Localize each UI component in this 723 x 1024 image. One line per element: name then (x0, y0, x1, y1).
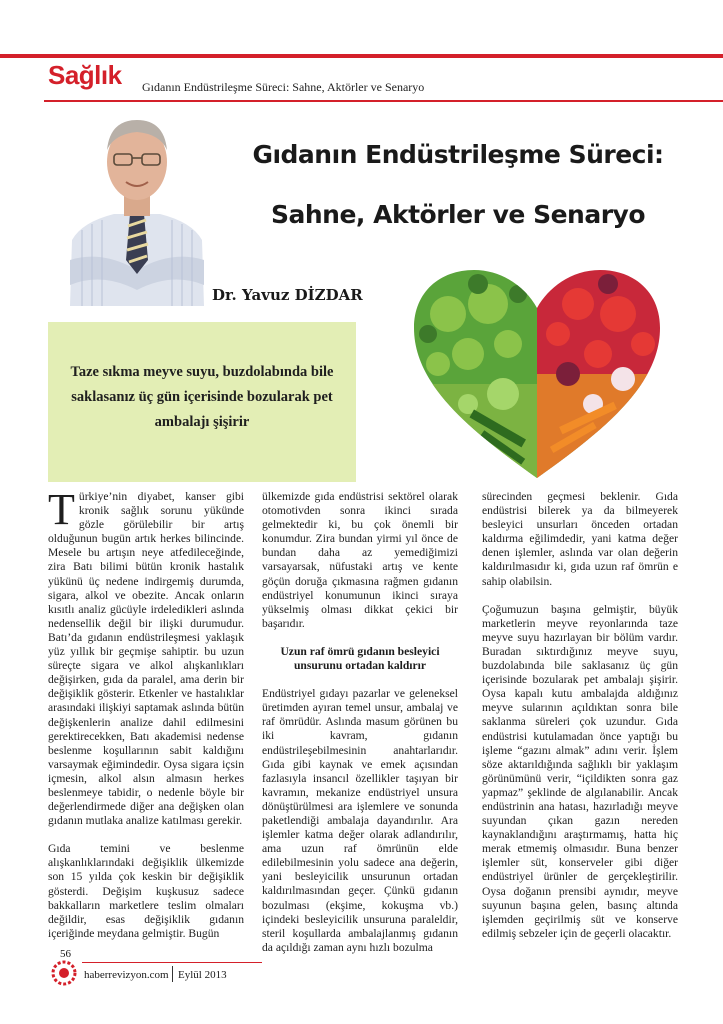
vegetable-heart-image (408, 264, 666, 482)
footer-website: haberrevizyon.com (84, 969, 169, 981)
article-column-2 (262, 490, 458, 969)
paragraph: Gıda temini ve beslenme alışkanlıklarındaki değişiklik ülkemizde son 15 yılda çok keskin bir değişiklik gösterdi. Değişim kuşkusuz sadece bakkalların marketlere teslim olmaları değildir, esas değişiklik gıdanın içeriğinde meydana gelmiştir. Bugün (48, 842, 244, 940)
paragraph: sürecinden geçmesi beklenir. Gıda endüstrisi bilerek ya da bilmeyerek besleyici unsurları önceden ortadan kaldırma eğilimdedir, yani katma değer denen işlemler, aslında var olan değerin kaldırılmasıdır ki, gıda uzun raf ömrün e sahip olabilsin. (482, 490, 678, 588)
page-number: 56 (60, 948, 71, 960)
drop-cap: T (48, 485, 75, 534)
pull-quote-text: Taze sıkma meyve suyu, buzdolabında bile saklasanız üç gün içerisinde bozularak pet ambalajı şişirir (70, 364, 334, 430)
paragraph: Endüstriyel gıdayı pazarlar ve geleneksel üretimden ayıran temel unsur, ambalaj ve raf ömrüdür. Aslında masum görünen bu iki kavram, gıdanın endüstrileşebilmesinin anahtarlarıdır. Gıda gibi kaynak ve emek açısından fazlasıyla insancıl özellikler taşıyan bir kavramın, mekanize endüstriyel unsura dönüştürülmesi ara işlemlere ve sonunda paketlendiği ambalaja dayandırılır. Ara işlemler katma değer olarak adlandırılır, ama uzun raf ömrünün elde edilebilmesinin yolu sadece ana değerin, yani besleyicilik unsurunun ortadan kaldırılmasından geçer. Çünkü gıdanın bozulması (ekşime, kokuşma vb.) içindeki besleyicilik unsuruna paraleldir, steril koşullarda ambalajlanmış gıdanın da açıldığı zaman aynı hızlı bozulma (262, 687, 458, 954)
subheading: Uzun raf ömrü gıdanın besleyici unsurunu ortadan kaldırır (280, 644, 440, 673)
article-column-3 (482, 490, 678, 955)
author-photo (62, 110, 212, 306)
paragraph: ülkemizde gıda endüstrisi sektörel olarak otomotivden sonra ikinci sırada gelmektedir ki, bu çok önemli bir konumdur. Zira bundan yirmi yıl önce de bundan daha az yemediğimizi varsayarsak, nüfustaki artış ve kente göçün doruğa çıkmasına rağmen gıdanın endüstriyel konumunun ikinci sıraya yükselmiş olması dikkat çekici bir başarıdır. (262, 490, 458, 630)
magazine-logo-icon (50, 960, 78, 986)
article-title-line-1: Gıdanın Endüstrileşme Süreci: (252, 140, 664, 169)
article-title-line-2: Sahne, Aktörler ve Senaryo (271, 200, 645, 229)
author-byline: Dr. Yavuz DİZDAR (212, 286, 363, 304)
running-title: Gıdanın Endüstrileşme Süreci: Sahne, Aktörler ve Senaryo (142, 80, 425, 94)
article-column-1 (48, 485, 244, 955)
footer-date: Eylül 2013 (178, 969, 227, 981)
paragraph: Çoğumuzun başına gelmiştir, büyük marketlerin meyve reyonlarında taze meyve suyu hazırlayan bir bölüm vardır. Buradan sıktırdığınız meyve suyu, buzdolabında bile saklasanız üç gün içerisinde bozularak pet ambalajı şişirir. Oysa kapalı kutu ambalajda aldığınız meyve sularının açıldıktan sonra bile saklanma süreleri çok uzundur. Gıda endüstrisi kutulamadan önce yaptığı bu işleme “gazını almak” adını verir. İşlem söze aktarıldığında sağlıklı bir yaklaşım görünümünü verir, “içildikten sonra gaz yapmaz” şeklinde de algılanabilir. Ancak endüstrinin ana hatası, hazırladığı meyve suyundan çıkan gazın nereden kaynaklandığını araştırmamış, hatta hiç merak etmemiş olmasıdır. Buna benzer işlemler süt, konserveler gibi diğer endüstriyel ürünler de gerçekleştirilir. Oysa doğanın prensibi aynıdır, meyve suyunun başına gelen, basınç altında işlemden geçirilmiş süt ve konserve edilmiş sebzeler için de geçerli olacaktır. (482, 602, 678, 940)
paragraph: ürkiye’nin diyabet, kanser gibi kronik sağlık sorunu yükünde gözle görülebilir bir artış olduğunun bugün artık herkes bilincinde. Mesele bu artışın neye atfedileceğinde, zira Batı bilimi bütün kronik hastalık yükünü üç nedene indirgemiş durumda, sigara, alkol ve obezite. Ancak onların kısıtlı analiz gücüyle irdeledikleri aslında nedensellik değil bir ilişki durumudur. Batı’da gıdanın endüstrileşmesi yaklaşık yüz yıllık bir geçmişe sahiptir. bu uzun süreçte sigara ve alkol alışkanlıkları değişirken, gıda da paralel, ama derin bir değişiklik gösterir. Etkenler ve hastalıklar arasındaki ilişkiyi saptamak aslında bütün değişkenlerin analize dahil edilmesini gerektirecekken, Batı akademisi nedense beslenme koşullarının sabit kaldığını varsaymak eğimindedir. Oysa sigara içsin içmesin, alkol alsın almasın herkes beslenmeye tabidir, o nedenle böyle bir değerlendirmede diğer ana değişken olan gıdanın mutlaka analize katılması gerekir. (48, 490, 244, 828)
top-rule-thick (0, 54, 723, 58)
section-label: Sağlık (48, 60, 122, 90)
footer-separator (172, 966, 173, 982)
header-rule-thin (44, 100, 723, 102)
footer-rule (82, 962, 262, 963)
pull-quote-box (48, 322, 356, 482)
